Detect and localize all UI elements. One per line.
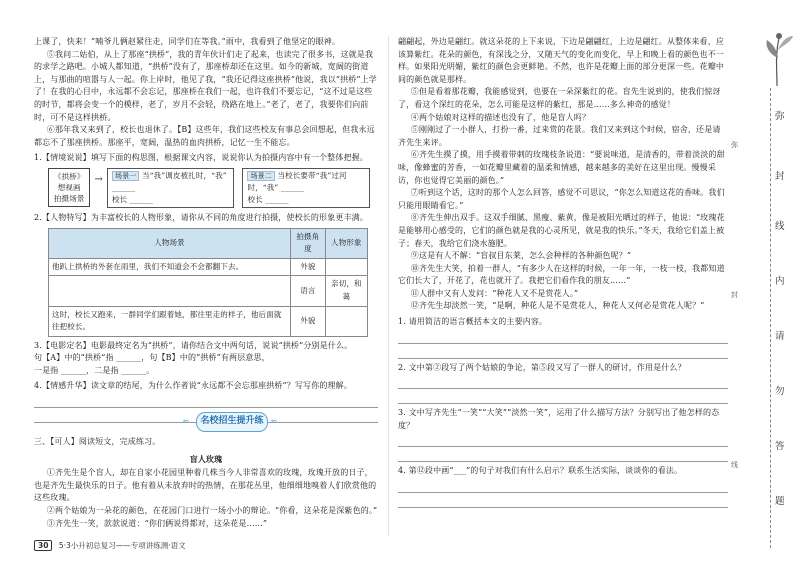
table-header: 拍摄角度 — [291, 228, 326, 258]
page-footer — [34, 540, 186, 551]
answer-lines[interactable] — [398, 329, 728, 359]
question-r1: 1. 请用简洁的语言概括本文的主要内容。 — [398, 317, 548, 327]
question-3: 3.【电影定名】电影最终定名为“拱桥”，请你结合文中两句话，说说“拱桥”分别是什么。 — [34, 340, 353, 350]
essay-paragraph: ⑪人群中又有人发问：“种花人又不是赏花人。” — [410, 288, 579, 298]
essay-paragraph: ⑤刚刚过了一小群人，打扮一番，过来赏的花景。我们又来到这个时候，宿舍，还是请齐先生来评。 — [398, 125, 721, 147]
question-1: 1.【情境说说】填写下面的构思图，根据课文内容，说说你认为拍摄内容中有一个整体把握。 — [34, 153, 368, 163]
question-r3: 3. 文中写齐先生“一笑”“大笑”“淡然一笑”，运用了什么描写方法？分别写出了他怎样的态度？ — [398, 408, 720, 430]
scene-box[interactable]: 场景二 当校长要带“我”过河时，“我” ______ 校长 ______ — [242, 168, 370, 208]
essay-paragraph: ⑤但是看着那花瓣，我能感觉到，也要在一朵深紫红的花。盲先生说到的，使我们惊讶了，看这个深红的花朵，怎么可能是这样的紫红，那是……多么神奇的感觉！ — [398, 87, 721, 109]
essay-paragraph: ⑧齐先生伸出双手。这双手细腻、黑瘦、紫黄，像是被阳光晒过的样子，他说：“玫瑰花是能够用心感受的，它们的颜色就是我的心灵所见，就是我的快乐。”冬天，我给它们盖上被子；春天，我给它们浇水施肥。 — [398, 213, 725, 248]
essay-paragraph: ⑨这是有人不解：“盲叔目东莱，怎么会种样的各种颜色呢？” — [410, 251, 632, 261]
essay-paragraph: ⑦听到这个话，这时的那个人怎么回答，感觉不可思议，“你怎么知道这花的香味。我们只能用眼睛看它。” — [398, 188, 725, 210]
essay-paragraph: ①齐先生是个盲人，却在自家小花园里种着几株当今人非常喜欢的玫瑰，玫瑰开放的日子，也是齐先生最快乐的日子。他有着从未放弃时的热情，在那花丛里，他细细地嗅着人们欣赏他的这些玫瑰。 — [34, 468, 377, 503]
passage-paragraph: ⑤我问二姑伯，从上了那座“拱桥”，我的青年伙计们走了起来，也读完了很多书，这就是我的求学之路吧。小城人都知道，“拱桥”没有了，那座桥却还在这里。如今的新城，宽阔的街道上，与那曲的喧嚣与人一起。你上岸时，他见了我，“我还记得这座拱桥”他说，我以“拱桥”上学了！在我的心目中，永远都不会忘记，那座桥在我们一起，也许我们不要忘记，“这不过是这些的时节，都将会变一个的模样，老了，岁月不会轻，绕路在地上。”老了，老了，我要你们向前时，可不是这样拱桥。 — [34, 49, 377, 122]
seal-char: 内 — [775, 276, 785, 287]
answer-lines[interactable] — [398, 478, 728, 508]
essay-paragraph: ④两个姑娘对这样的描述也没有了，他是盲人吗？ — [410, 112, 591, 122]
table-row: 这时，校长又跑来，一群同学们跟着她，都往里走的样子，他后面就往把校长。 外貌 — [49, 306, 368, 336]
question-r4: 4. 第⑫段中画“___”的句子对我们有什么启示？联系生活实际，谈谈你的看法。 — [398, 466, 683, 476]
seal-side-char: 封 — [731, 291, 738, 299]
answer-lines[interactable] — [398, 374, 728, 404]
passage-paragraph: ⑥那年我又来到了，校长也退休了。【B】这些年，我们这些校友有事总会回想起，但我永远都忘不了那座拱桥。那座平，宽阔，温热的血肉拱桥，记忆一生不能忘。 — [34, 125, 375, 147]
seal-char: 勿 — [775, 386, 785, 397]
seal-side-char: 线 — [731, 461, 738, 469]
question-4: 4.【情感升华】读文章的结尾，为什么作者说“永远都不会忘那座拱桥”？写写你的理解。 — [34, 381, 352, 391]
seal-char: 请 — [775, 331, 785, 342]
answer-line[interactable]: 句【A】中的“拱桥”指 ______，句【B】中的“拱桥”有两层意思， — [34, 353, 270, 363]
seal-char: 答 — [775, 441, 785, 452]
arrow-icon: → — [94, 173, 103, 185]
storyboard-diagram — [48, 168, 378, 208]
table-row: 他趴上拱桥的外套在雨里，我们不知道会不会都翻下去。 外貌 — [49, 258, 368, 276]
seal-char: 题 — [775, 496, 785, 507]
essay-section — [34, 436, 378, 530]
essay-paragraph: ⑥齐先生摸了摸，用手摸着带刺的玫瑰枝条说道：“要说味道，是清香的，带着淡淡的甜味，像蜂蜜的芳香，一如花瓣里藏着的温柔和情感，越来越多的美好在这里出现。慢慢采访，你也觉得它美丽的颜色。” — [398, 150, 725, 185]
left-column — [34, 36, 378, 423]
right-column — [398, 36, 728, 508]
essay-paragraph: 翩翩起，外边是翩红。就这朵花的上下来说，下边是翩翩红，上边是翩红。从整体来看，应该算紫红。花朵的颜色，有深浅之分，又随天气的变化而变化，早上和晚上看的颜色也不一样。如果阳光明媚，紫红的颜色会更鲜艳。不然，也许是花瓣上面的部分更深一些。花瓣中间的颜色就是那样。 — [398, 37, 724, 84]
section-banner: 名校招生提升练 — [196, 412, 268, 432]
binding-margin — [731, 28, 797, 558]
storyboard-label: 《拱桥》 想视画 拍摄场景 — [48, 168, 90, 207]
passage-paragraph: 上课了，快来！”喃爷儿俩赵紧往走，同学们在等我。”雨中，我看到了他坚定的眼神。 — [34, 37, 341, 46]
essay-paragraph: ⑩齐先生大笑，拍着一群人，“有多少人在这样的时候，一年一年，一枝一枝，我都知道它们长大了，开花了，花也就开了。我把它们看作我的朋友……” — [398, 263, 725, 286]
page-number: 30 — [34, 540, 52, 551]
seal-side-char: 弥 — [731, 141, 738, 149]
seal-char: 封 — [775, 171, 785, 182]
question-r2: 2. 文中第②段写了两个姑娘的争论，第⑤段又写了一群人的研讨，作用是什么？ — [398, 362, 686, 372]
seal-char: 线 — [775, 221, 785, 232]
scene-box[interactable]: 场景一 当“我”调皮被扎时，“我” ______ 校长 ______ — [107, 168, 235, 208]
answer-line[interactable]: 一是指 ______，二是指 ______。 — [34, 365, 155, 375]
essay-paragraph: ②两个姑娘为一朵花的颜色，在花园门口进行一场小小的辩论。“你看，这朵花是深紫色的。” — [46, 505, 378, 515]
section-heading: 三、【可人】阅读短文，完成练习。 — [34, 437, 161, 446]
answer-lines[interactable] — [398, 432, 728, 462]
plant-icon — [757, 28, 797, 88]
character-table — [48, 228, 368, 337]
seal-line — [770, 88, 771, 548]
essay-title: 盲人玫瑰 — [189, 453, 223, 464]
column-divider — [388, 36, 389, 536]
decor-icon: ≈ — [182, 417, 190, 427]
essay-paragraph: ③齐先生一笑，款款说道：“你们俩说得都对，这朵花是……” — [46, 518, 268, 528]
question-2: 2.【人物特写】为丰富校长的人物形象，请你从不同的角度进行拍摄，使校长的形象更丰满。 — [34, 212, 368, 222]
essay-paragraph: ⑫齐先生却淡然一笑，“是啊，种花人是不是赏花人，种花人又何必是赏花人呢？” — [410, 301, 705, 311]
seal-char: 弥 — [775, 111, 785, 122]
table-header: 人物场景 — [49, 228, 291, 258]
book-title: 5·3小升初总复习——专项讲练测·语文 — [58, 541, 186, 550]
decor-icon: ≈ — [270, 417, 278, 427]
table-row: 语言 亲切，和蔼 — [49, 276, 368, 306]
table-header: 人物形象 — [325, 228, 367, 258]
